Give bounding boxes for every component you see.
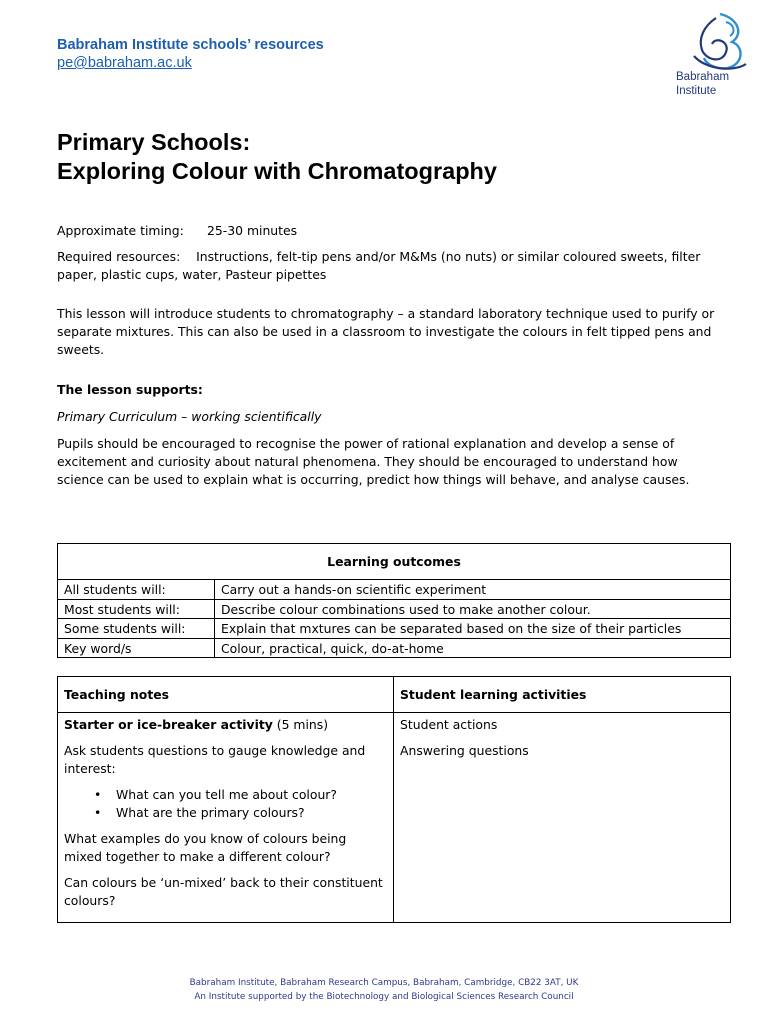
unmixed-paragraph: Can colours be ‘un-mixed’ back to their constituent colours? xyxy=(64,875,383,908)
bullet-icon: • xyxy=(94,787,102,802)
email-link[interactable]: pe@babraham.ac.uk xyxy=(57,55,192,71)
student-actions: Student actions xyxy=(400,717,498,732)
logo-text-institute: Institute xyxy=(676,85,717,97)
outcome-value: Describe colour combinations used to make another colour. xyxy=(215,599,731,619)
curriculum-subheading: Primary Curriculum – working scientifically xyxy=(57,409,322,424)
outcome-value: Explain that mxtures can be separated based on the size of their particles xyxy=(215,619,731,639)
timing-label: Approximate timing: xyxy=(57,223,184,238)
list-item xyxy=(94,804,387,822)
outcome-value: Carry out a hands-on scientific experiment xyxy=(215,580,731,600)
pupils-paragraph: Pupils should be encouraged to recognise the power of rational explanation and develop a sense of excitement and curiosity about natural phenomena. They should be encouraged to understand how science can be used to explain what is occurring, predict how things will behave, and analyse causes. xyxy=(57,436,690,487)
logo-text-babraham: Babraham xyxy=(676,71,730,83)
table-row xyxy=(58,619,731,639)
page-title xyxy=(57,128,497,186)
bullet-icon: • xyxy=(94,805,102,820)
outcome-label: Key word/s xyxy=(58,638,215,658)
timing-row xyxy=(57,222,727,240)
outcome-label: All students will: xyxy=(58,580,215,600)
starter-title: Starter or ice-breaker activity xyxy=(64,717,273,732)
learning-outcomes-heading: Learning outcomes xyxy=(58,544,731,580)
teaching-notes-heading: Teaching notes xyxy=(58,677,394,713)
starter-time: (5 mins) xyxy=(272,717,329,732)
title-line-1: Primary Schools: xyxy=(57,129,251,155)
teaching-notes-table xyxy=(57,676,731,923)
list-item-text: What are the primary colours? xyxy=(116,805,305,820)
resources-label: Required resources: xyxy=(57,249,181,264)
table-row xyxy=(58,580,731,600)
footer-address: Babraham Institute, Babraham Research Campus, Babraham, Cambridge, CB22 3AT, UK xyxy=(189,978,579,988)
teaching-notes-cell xyxy=(58,713,394,923)
examples-paragraph: What examples do you know of colours being mixed together to make a different colour? xyxy=(64,831,347,864)
intro-paragraph: This lesson will introduce students to chromatography – a standard laboratory technique used to purify or separate mixtures. This can also be used in a classroom to investigate the colours in felt tipped pens and sweets. xyxy=(57,306,715,357)
ask-paragraph: Ask students questions to gauge knowledge and interest: xyxy=(64,743,366,776)
answering-questions: Answering questions xyxy=(400,743,529,758)
babraham-logo-icon xyxy=(686,12,748,74)
outcome-value: Colour, practical, quick, do-at-home xyxy=(215,638,731,658)
starter-line xyxy=(64,716,387,734)
outcome-label: Most students will: xyxy=(58,599,215,619)
list-item-text: What can you tell me about colour? xyxy=(116,787,337,802)
org-heading: Babraham Institute schools’ resources xyxy=(57,37,324,53)
table-row xyxy=(58,599,731,619)
supports-heading: The lesson supports: xyxy=(57,382,203,397)
list-item xyxy=(94,786,387,804)
learning-outcomes-table xyxy=(57,543,731,658)
babraham-logo xyxy=(672,12,752,100)
title-line-2: Exploring Colour with Chromatography xyxy=(57,158,497,184)
student-activities-cell xyxy=(394,713,731,923)
table-row xyxy=(58,638,731,658)
question-list xyxy=(64,786,387,822)
resources-value: Instructions, felt-tip pens and/or M&Ms (no nuts) or similar coloured sweets, filter paper, plastic cups, water, Pasteur pipettes xyxy=(57,249,701,282)
resources-row xyxy=(57,248,727,284)
footer-support: An Institute supported by the Biotechnology and Biological Sciences Research Council xyxy=(194,992,574,1002)
outcome-label: Some students will: xyxy=(58,619,215,639)
student-activities-heading: Student learning activities xyxy=(394,677,731,713)
timing-value: 25-30 minutes xyxy=(207,223,298,238)
